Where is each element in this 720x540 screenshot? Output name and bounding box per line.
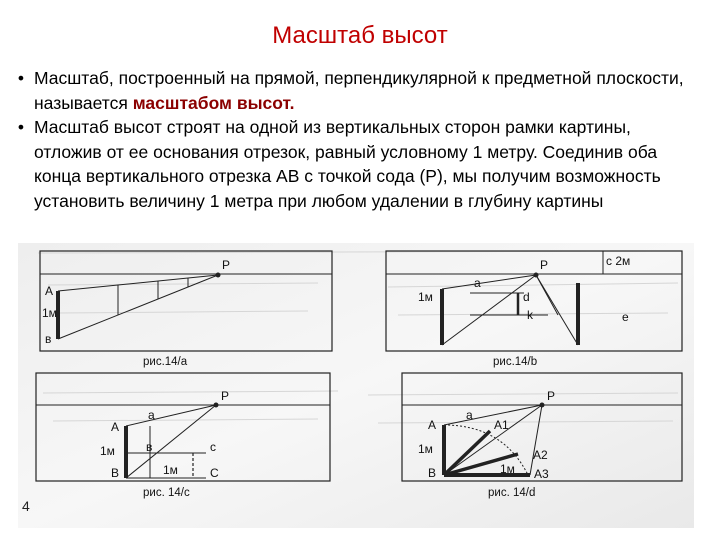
- two-meter-label: с 2м: [606, 254, 631, 268]
- bullet-marker: •: [17, 117, 25, 137]
- bullet-marker: •: [17, 68, 25, 88]
- point-p-label: Р: [540, 258, 549, 272]
- point-a-label: А: [111, 420, 120, 434]
- point-p-label: Р: [221, 389, 230, 403]
- point-a2-label: А2: [533, 448, 548, 462]
- figure-caption: рис. 14/c: [143, 487, 190, 499]
- point-d-label: d: [523, 290, 530, 304]
- slide-title: Масштаб высот: [272, 22, 448, 49]
- bullet-text-main: Масштаб, построенный на прямой, перпендикулярной к предметной плоскости, называется: [34, 68, 684, 113]
- point-c-label: С: [210, 466, 219, 480]
- point-b-lower-label: в: [146, 440, 153, 454]
- one-meter-label: 1м: [100, 444, 115, 458]
- one-meter-base-label: 1м: [500, 462, 515, 476]
- point-k-label: k: [527, 308, 533, 322]
- page-number: 4: [22, 498, 30, 514]
- figure-caption: рис.14/а: [143, 356, 188, 368]
- one-meter-label: 1м: [418, 442, 433, 456]
- bullet-text: Масштаб высот строят на одной из вертикальных сторон рамки картины, отложив от ее основания отрезок, равный условному 1 метру. Соединив оба конца вертикального отрезка АВ с точкой сода (Р), мы получим возможность установить величину 1 метра при любом удалении в глубину картины: [34, 117, 661, 211]
- one-meter-label: 1м: [418, 290, 433, 304]
- point-a3-label: А3: [534, 467, 549, 481]
- one-meter-label: 1м: [42, 306, 57, 320]
- point-b-label: в: [45, 332, 52, 346]
- figure-caption: рис. 14/d: [488, 487, 536, 499]
- point-a-label: А: [45, 284, 54, 298]
- point-a1-label: А1: [494, 418, 509, 432]
- figure-caption: рис.14/b: [493, 356, 538, 368]
- point-c-lower-label: с: [210, 440, 216, 454]
- scan-background: [18, 243, 694, 528]
- point-e-label: е: [622, 310, 629, 324]
- point-a-lower-label: а: [466, 408, 473, 422]
- scanned-figures: [18, 243, 694, 528]
- bullet-item: [8, 66, 698, 115]
- point-a-label: а: [474, 276, 481, 290]
- bullet-text: [34, 66, 698, 115]
- bullet-item: [8, 115, 698, 213]
- figures-svg: [18, 243, 694, 528]
- point-a-lower-label: а: [148, 408, 155, 422]
- point-b-label: В: [111, 466, 120, 480]
- point-a-label: А: [428, 418, 437, 432]
- one-meter-base-label: 1м: [163, 463, 178, 477]
- point-p-label: Р: [547, 389, 556, 403]
- point-b-label: В: [428, 466, 437, 480]
- point-p-label: Р: [222, 258, 231, 272]
- bullet-list: [8, 66, 698, 213]
- term-highlight: масштабом высот.: [132, 92, 295, 113]
